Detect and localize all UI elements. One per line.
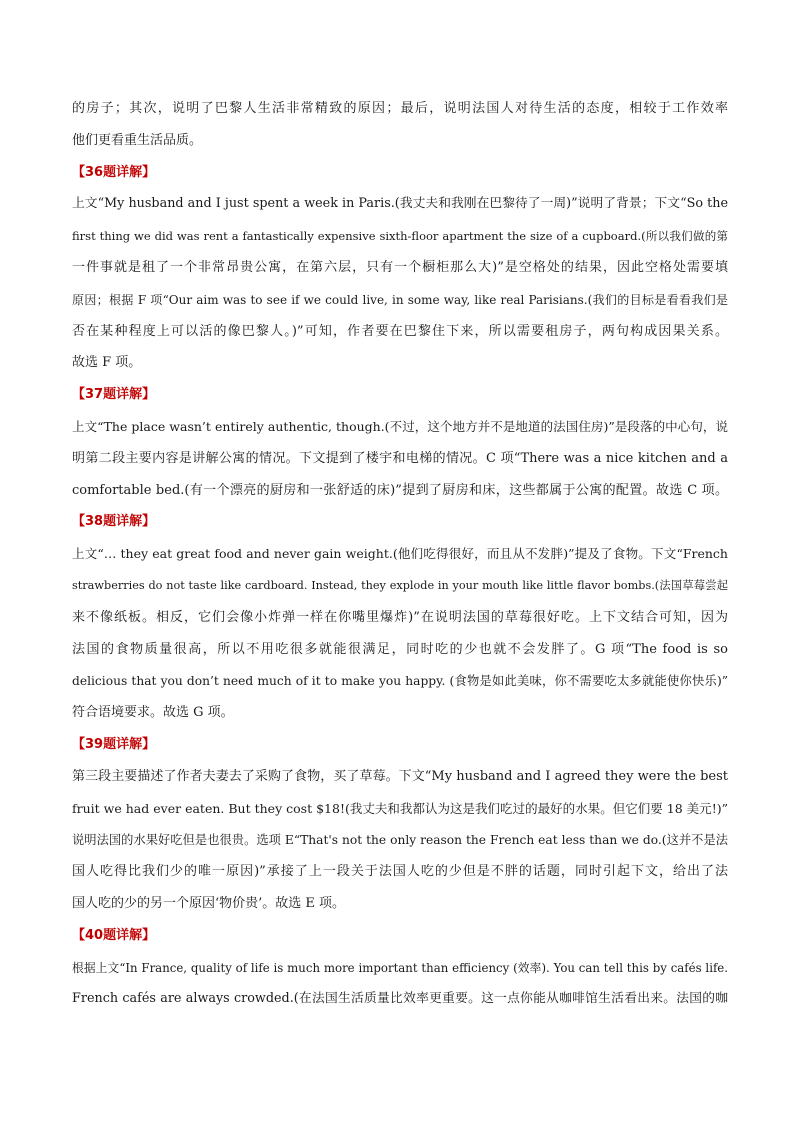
text-line: comfortable bed.(有一个漂亮的厨房和一张舒适的床)”提到了厨房和床，这些都属于公寓的配置。故选 C 项。	[72, 482, 728, 498]
section-heading-40: 【40题详解】	[72, 927, 156, 943]
text-line: 第三段主要描述了作者夫妻去了采购了食物，买了草莓。下文“My husband and I agreed they were the best	[72, 768, 728, 784]
text-line: 明第二段主要内容是讲解公寓的情况。下文提到了楼宇和电梯的情况。C 项“There was a nice kitchen and a	[72, 450, 728, 466]
text-line: 故选 F 项。	[72, 355, 142, 371]
section-heading-37: 【37题详解】	[72, 387, 156, 403]
text-line: 来不像纸板。相反，它们会像小炸弹一样在你嘴里爆炸)”在说明法国的草莓很好吃。上下文结合可知，因为	[72, 609, 728, 625]
text-line: 否在某种程度上可以活的像巴黎人。)”可知，作者要在巴黎住下来，所以需要租房子，两句构成因果关系。	[72, 323, 728, 339]
text-line: 一件事就是租了一个非常昂贵公寓，在第六层，只有一个橱柜那么大)”是空格处的结果，因此空格处需要填	[72, 259, 728, 275]
text-line: delicious that you don’t need much of it to make you happy. (食物是如此美味，你不需要吃太多就能使你快乐)”	[72, 674, 728, 689]
text-line: 国人吃得比我们少的唯一原因)”承接了上一段关于法国人吃的少但是不胖的话题，同时引起下文，给出了法	[72, 864, 728, 880]
section-heading-38: 【38题详解】	[72, 514, 156, 530]
text-line: French cafés are always crowded.(在法国生活质量比效率更重要。这一点你能从咖啡馆生活看出来。法国的咖	[72, 991, 728, 1007]
text-line: 他们更看重生活品质。	[72, 132, 203, 148]
document-body	[72, 98, 728, 1020]
text-line: 上文“My husband and I just spent a week in Paris.(我丈夫和我刚在巴黎待了一周)”说明了背景；下文“So the	[72, 196, 728, 212]
text-line: 上文“… they eat great food and never gain weight.(他们吃得很好，而且从不发胖)”提及了食物。下文“French	[72, 546, 728, 562]
text-line: 的房子；其次，说明了巴黎人生活非常精致的原因；最后，说明法国人对待生活的态度，相较于工作效率	[72, 101, 728, 116]
text-line: 符合语境要求。故选 G 项。	[72, 705, 234, 721]
text-line: 法国的食物质量很高，所以不用吃很多就能很满足，同时吃的少也就不会发胖了。G 项“The food is so	[72, 641, 728, 657]
section-heading-39: 【39题详解】	[72, 736, 156, 752]
text-line: fruit we had ever eaten. But they cost $18!(我丈夫和我都认为这是我们吃过的最好的水果。但它们要 18 美元!)”	[72, 800, 728, 816]
section-heading-36: 【36题详解】	[72, 164, 156, 180]
text-line: first thing we did was rent a fantastically expensive sixth-floor apartment the size of a cupboard.(所以我们做的第	[72, 229, 728, 244]
text-line: 说明法国的水果好吃但是也很贵。选项 E“That's not the only reason the French eat less than we do.(这并不是法	[72, 833, 728, 848]
text-line: strawberries do not taste like cardboard. Instead, they explode in your mouth like little flavor bombs.(法国草莓尝起	[72, 578, 728, 592]
text-line: 国人吃的少的另一个原因‘物价贵’。故选 E 项。	[72, 895, 346, 911]
text-line: 上文“The place wasn’t entirely authentic, though.(不过，这个地方并不是地道的法国住房)”是段落的中心句，说	[72, 418, 728, 434]
text-line: 根据上文“In France, quality of life is much more important than efficiency (效率). You can tell this by cafés life.	[72, 960, 728, 975]
text-line: 原因；根据 F 项“Our aim was to see if we could live, in some way, like real Parisians.(我们的目标是看看我们是	[72, 292, 728, 307]
